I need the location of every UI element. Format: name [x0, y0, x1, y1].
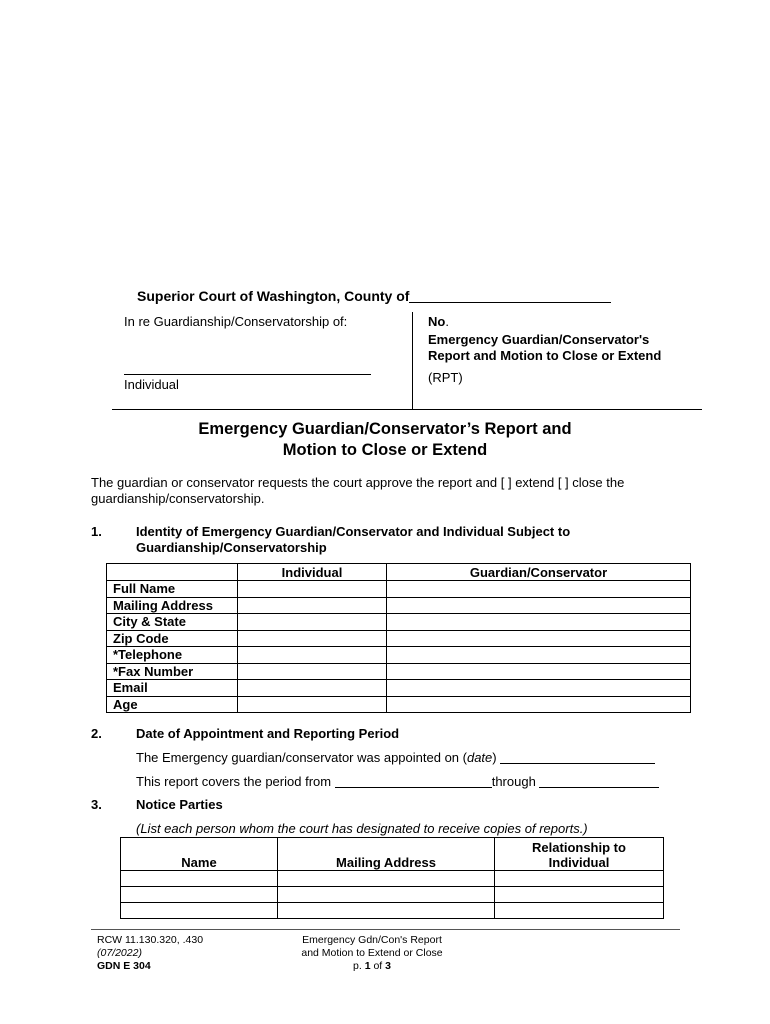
caption-bottom-rule [112, 409, 702, 410]
identity-cell-individual[interactable] [238, 696, 387, 713]
identity-row [107, 614, 691, 631]
intro-paragraph [91, 475, 691, 507]
document-title [150, 419, 620, 461]
caption-divider [412, 312, 413, 409]
parties-cell-address[interactable] [278, 903, 495, 919]
identity-row-label: *Fax Number [107, 663, 238, 680]
form-code: (RPT) [428, 370, 463, 385]
footer-rcw: RCW 11.130.320, .430 [97, 934, 204, 946]
court-heading [137, 288, 611, 304]
period-to-blank[interactable] [539, 774, 659, 788]
caption-right-block [428, 314, 678, 386]
footer-page-num: 1 [364, 960, 371, 972]
section1-number: 1. [91, 524, 102, 539]
in-re-label: In re Guardianship/Conservatorship of: [124, 314, 348, 329]
identity-row-label: Email [107, 680, 238, 697]
identity-row-label: Age [107, 696, 238, 713]
footer-rule [91, 929, 680, 930]
section2-heading: Date of Appointment and Reporting Period [136, 726, 400, 741]
identity-row [107, 680, 691, 697]
parties-cell-name[interactable] [121, 871, 278, 887]
identity-cell-guardian[interactable] [387, 630, 691, 647]
identity-col-guardian: Guardian/Conservator [387, 564, 691, 581]
parties-col-name: Name [121, 838, 278, 871]
period-through: through [491, 774, 536, 789]
case-number-label: No [428, 314, 446, 329]
parties-row [121, 887, 664, 903]
footer-title-line1: Emergency Gdn/Con's Report [302, 934, 442, 946]
identity-row-label: Full Name [107, 581, 238, 598]
case-number[interactable] [428, 314, 678, 330]
parties-cell-relationship[interactable] [495, 871, 664, 887]
identity-row [107, 663, 691, 680]
identity-cell-guardian[interactable] [387, 696, 691, 713]
appointed-line [136, 750, 655, 765]
identity-row-label: Zip Code [107, 630, 238, 647]
identity-cell-guardian[interactable] [387, 680, 691, 697]
document-title-line1: Emergency Guardian/Conservator’s Report and [198, 420, 572, 438]
footer-middle [262, 934, 482, 973]
identity-cell-individual[interactable] [238, 663, 387, 680]
footer-page-total: 3 [385, 960, 391, 972]
case-number-dot: . [445, 314, 449, 329]
footer-page-prefix: p. [353, 960, 365, 972]
identity-cell-guardian[interactable] [387, 597, 691, 614]
county-blank[interactable] [409, 288, 611, 303]
footer-page [262, 960, 482, 973]
document-title-line2: Motion to Close or Extend [282, 441, 488, 459]
identity-row [107, 696, 691, 713]
appointed-suffix: ) [492, 750, 497, 765]
parties-cell-address[interactable] [278, 871, 495, 887]
identity-col-individual: Individual [238, 564, 387, 581]
section3-heading: Notice Parties [136, 797, 223, 812]
notice-parties-table [120, 837, 664, 919]
identity-cell-guardian[interactable] [387, 647, 691, 664]
court-heading-text: Superior Court of Washington, County of [137, 288, 410, 304]
identity-cell-guardian[interactable] [387, 614, 691, 631]
section3-instruction: (List each person whom the court has designated to receive copies of reports.) [136, 821, 588, 836]
individual-name-blank[interactable] [124, 374, 371, 375]
parties-cell-address[interactable] [278, 887, 495, 903]
footer-date: (07/2022) [97, 947, 142, 959]
intro-line2: guardianship/conservatorship. [91, 491, 265, 506]
identity-cell-individual[interactable] [238, 647, 387, 664]
section2-number: 2. [91, 726, 102, 741]
section3-number: 3. [91, 797, 102, 812]
footer-left [97, 934, 203, 973]
parties-cell-name[interactable] [121, 903, 278, 919]
identity-table [106, 563, 691, 713]
identity-row-label: City & State [107, 614, 238, 631]
parties-col-relationship: Relationship to Individual [495, 838, 664, 871]
appointed-prefix: The Emergency guardian/conservator was appointed on ( [136, 750, 467, 765]
identity-row-label: *Telephone [107, 647, 238, 664]
identity-row [107, 630, 691, 647]
parties-cell-relationship[interactable] [495, 887, 664, 903]
period-from-blank[interactable] [335, 774, 492, 788]
identity-cell-individual[interactable] [238, 680, 387, 697]
identity-cell-individual[interactable] [238, 581, 387, 598]
intro-line1: The guardian or conservator requests the court approve the report and [ ] extend [ ] close the [91, 475, 625, 490]
identity-cell-individual[interactable] [238, 630, 387, 647]
parties-cell-name[interactable] [121, 887, 278, 903]
footer-page-of: of [370, 960, 386, 972]
parties-cell-relationship[interactable] [495, 903, 664, 919]
footer-title-line2: and Motion to Extend or Close [301, 947, 443, 959]
parties-row [121, 903, 664, 919]
period-prefix: This report covers the period from [136, 774, 332, 789]
identity-cell-individual[interactable] [238, 597, 387, 614]
identity-row [107, 597, 691, 614]
section1-heading-line1: Identity of Emergency Guardian/Conservator and Individual Subject to [136, 524, 571, 539]
footer-form-code: GDN E 304 [97, 960, 151, 972]
case-title: Emergency Guardian/Conservator's Report and Motion to Close or Extend [428, 332, 662, 363]
identity-cell-individual[interactable] [238, 614, 387, 631]
identity-cell-guardian[interactable] [387, 581, 691, 598]
appointed-date-label: date [466, 750, 493, 765]
section1-heading [136, 524, 570, 556]
identity-row [107, 647, 691, 664]
identity-row [107, 581, 691, 598]
identity-cell-guardian[interactable] [387, 663, 691, 680]
identity-row-label: Mailing Address [107, 597, 238, 614]
parties-row [121, 871, 664, 887]
individual-label: Individual [124, 377, 179, 392]
parties-col-address: Mailing Address [278, 838, 495, 871]
identity-col-blank [107, 564, 238, 581]
period-line [136, 774, 659, 789]
appointed-date-blank[interactable] [500, 750, 655, 764]
section1-heading-line2: Guardianship/Conservatorship [136, 540, 327, 555]
